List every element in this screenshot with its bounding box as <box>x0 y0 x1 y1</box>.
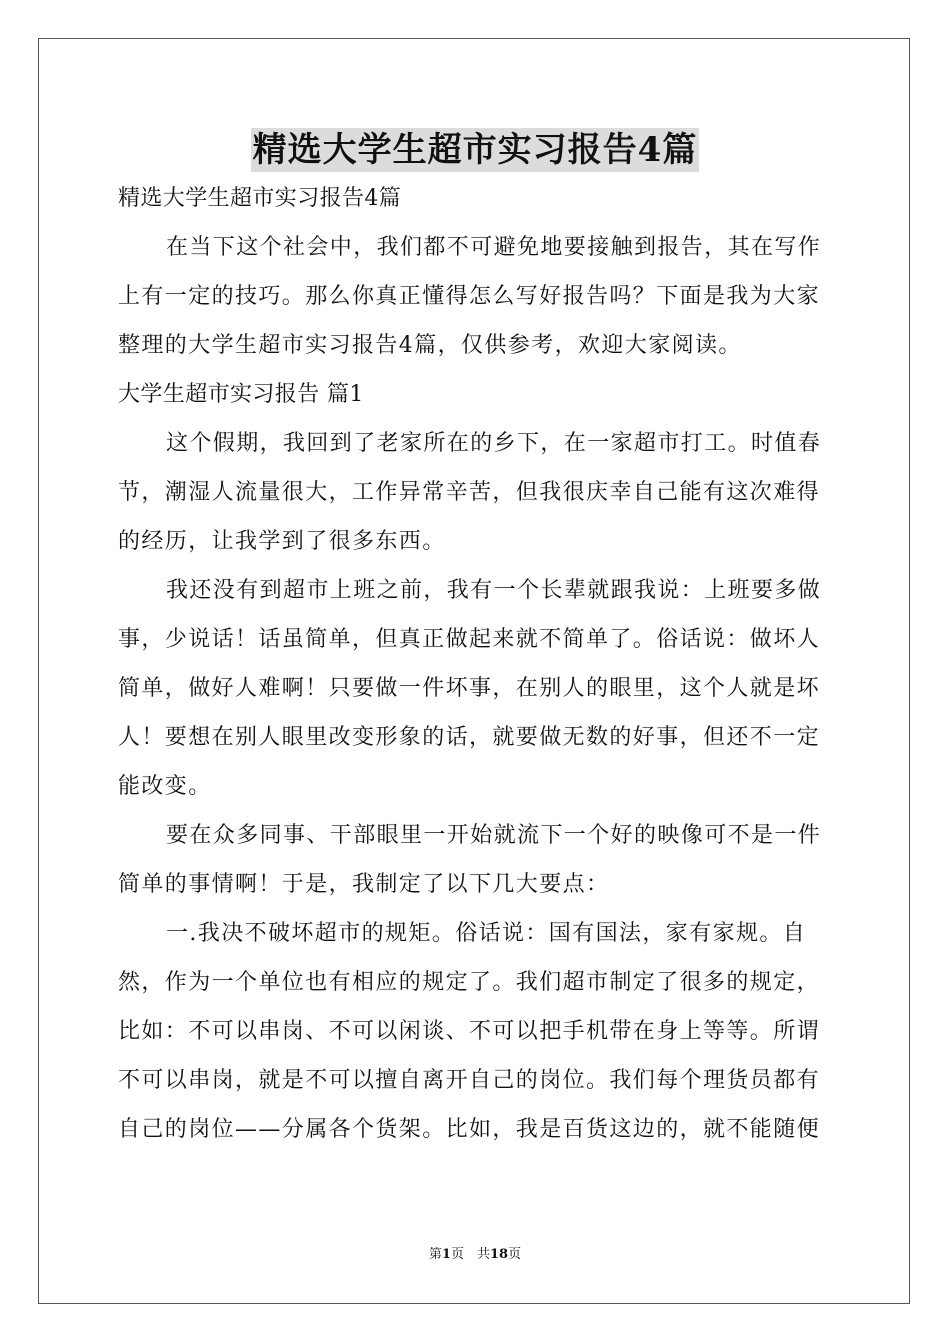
section-heading: 大学生超市实习报告 篇1 <box>118 382 364 407</box>
body-line: 上有一定的技巧。那么你真正懂得怎么写好报告吗？下面是我为大家 <box>118 284 821 309</box>
page-current-number: 1 <box>441 1247 451 1262</box>
body-line: 人！要想在别人眼里改变形象的话，就要做无数的好事，但还不一定 <box>118 725 821 750</box>
page-suffix: 页 <box>508 1247 522 1262</box>
body-line: 的经历，让我学到了很多东西。 <box>118 529 446 554</box>
body-line: 这个假期，我回到了老家所在的乡下，在一家超市打工。时值春 <box>166 431 822 456</box>
body-line: 然，作为一个单位也有相应的规定了。我们超市制定了很多的规定， <box>118 970 821 995</box>
body-line: 比如：不可以串岗、不可以闲谈、不可以把手机带在身上等等。所谓 <box>118 1019 821 1044</box>
body-line: 不可以串岗，就是不可以擅自离开自己的岗位。我们每个理货员都有 <box>118 1068 821 1093</box>
body-line: 能改变。 <box>118 774 212 799</box>
page-prefix: 第 <box>428 1247 442 1262</box>
body-line: 简单，做好人难啊！只要做一件坏事，在别人的眼里，这个人就是坏 <box>118 676 821 701</box>
body-line: 整理的大学生超市实习报告4篇，仅供参考，欢迎大家阅读。 <box>118 333 742 358</box>
body-line: 事，少说话！话虽简单，但真正做起来就不简单了。俗话说：做坏人 <box>118 627 821 652</box>
page-footer <box>0 1246 950 1264</box>
document-title: 精选大学生超市实习报告4篇 <box>252 130 698 170</box>
page-mid: 页 共 <box>450 1247 490 1262</box>
page-total-number: 18 <box>489 1247 509 1262</box>
title-container <box>0 128 950 172</box>
body-line: 自己的岗位——分属各个货架。比如，我是百货这边的，就不能随便 <box>118 1117 821 1142</box>
body-line: 节，潮湿人流量很大，工作异常辛苦，但我很庆幸自己能有这次难得 <box>118 480 821 505</box>
document-body <box>118 174 834 1154</box>
subtitle-line: 精选大学生超市实习报告4篇 <box>118 186 402 211</box>
body-line: 简单的事情啊！于是，我制定了以下几大要点： <box>118 872 610 897</box>
body-line: 在当下这个社会中，我们都不可避免地要接触到报告，其在写作 <box>166 235 822 260</box>
body-line: 要在众多同事、干部眼里一开始就流下一个好的映像可不是一件 <box>166 823 822 848</box>
body-line: 我还没有到超市上班之前，我有一个长辈就跟我说：上班要多做 <box>166 578 822 603</box>
body-line: 一.我决不破坏超市的规矩。俗话说：国有国法，家有家规。自 <box>166 921 807 946</box>
